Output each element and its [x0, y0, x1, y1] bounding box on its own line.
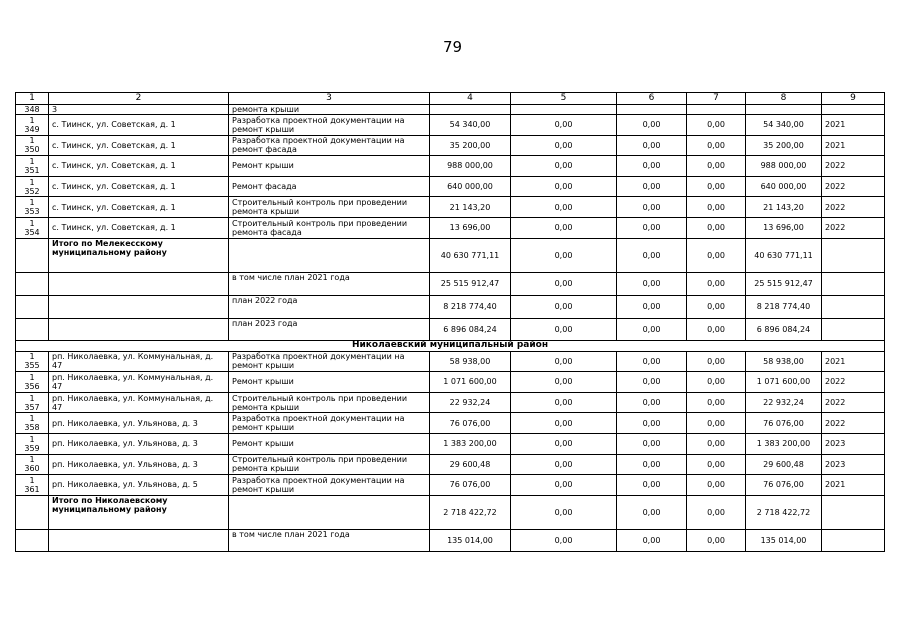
total-cost-cell: 76 076,00: [430, 475, 511, 496]
plan-label: план 2023 года: [229, 318, 430, 340]
year-cell: 2022: [822, 372, 885, 393]
cost-col5-cell: 0,00: [511, 372, 617, 393]
cost-col7-cell: 0,00: [687, 272, 746, 295]
total-cost-cell: [430, 105, 511, 115]
cost-col5-cell: 0,00: [511, 176, 617, 197]
address-cell: с. Тиинск, ул. Советская, д. 1: [49, 156, 229, 177]
plan-label: в том числе план 2021 года: [229, 272, 430, 295]
cost-col6-cell: 0,00: [617, 433, 687, 454]
subtotal-label: [49, 318, 229, 340]
cost-col5-cell: 0,00: [511, 454, 617, 475]
cost-col8-cell: 988 000,00: [746, 156, 822, 177]
cost-col7-cell: 0,00: [687, 454, 746, 475]
empty-cell: [16, 495, 49, 529]
cost-col8-cell: 76 076,00: [746, 413, 822, 434]
year-cell: 2021: [822, 351, 885, 372]
cost-col7-cell: 0,00: [687, 217, 746, 238]
work-type-cell: Разработка проектной документации на ремонт фасада: [229, 135, 430, 156]
work-type-cell: Разработка проектной документации на ремонт крыши: [229, 115, 430, 136]
column-header: 2: [49, 93, 229, 105]
cost-col7-cell: 0,00: [687, 238, 746, 272]
column-header: 5: [511, 93, 617, 105]
total-cost-cell: 25 515 912,47: [430, 272, 511, 295]
work-type-cell: Строительный контроль при проведении ремонта крыши: [229, 454, 430, 475]
work-type-cell: Строительный контроль при проведении ремонта фасада: [229, 217, 430, 238]
subtotal-label: [49, 529, 229, 551]
cost-col6-cell: [617, 105, 687, 115]
empty-cell: [822, 238, 885, 272]
cost-col6-cell: 0,00: [617, 176, 687, 197]
subtotal-label: [49, 295, 229, 318]
table-row: [16, 176, 885, 197]
total-cost-cell: 40 630 771,11: [430, 238, 511, 272]
plan-label: [229, 495, 430, 529]
year-cell: 2022: [822, 413, 885, 434]
row-number: 1 353: [16, 197, 49, 218]
cost-col8-cell: 54 340,00: [746, 115, 822, 136]
total-cost-cell: 135 014,00: [430, 529, 511, 551]
cost-col7-cell: 0,00: [687, 197, 746, 218]
cost-col8-cell: 1 071 600,00: [746, 372, 822, 393]
empty-cell: [16, 318, 49, 340]
cost-col7-cell: 0,00: [687, 475, 746, 496]
row-number: 1 356: [16, 372, 49, 393]
cost-col6-cell: 0,00: [617, 272, 687, 295]
empty-cell: [822, 272, 885, 295]
cost-col6-cell: 0,00: [617, 392, 687, 413]
table-row: [16, 217, 885, 238]
cost-col5-cell: 0,00: [511, 135, 617, 156]
plan-row: [16, 529, 885, 551]
total-cost-cell: 21 143,20: [430, 197, 511, 218]
cost-col5-cell: 0,00: [511, 272, 617, 295]
cost-col6-cell: 0,00: [617, 413, 687, 434]
plan-row: [16, 295, 885, 318]
cost-col8-cell: 6 896 084,24: [746, 318, 822, 340]
cost-col6-cell: 0,00: [617, 197, 687, 218]
empty-cell: [16, 272, 49, 295]
empty-cell: [16, 238, 49, 272]
cost-col8-cell: 8 218 774,40: [746, 295, 822, 318]
cost-col8-cell: 25 515 912,47: [746, 272, 822, 295]
year-cell: 2021: [822, 115, 885, 136]
empty-cell: [822, 318, 885, 340]
address-cell: с. Тиинск, ул. Советская, д. 1: [49, 217, 229, 238]
cost-col8-cell: 58 938,00: [746, 351, 822, 372]
column-header: 9: [822, 93, 885, 105]
address-cell: 3: [49, 105, 229, 115]
cost-col5-cell: 0,00: [511, 295, 617, 318]
cost-col5-cell: 0,00: [511, 217, 617, 238]
cost-col5-cell: 0,00: [511, 413, 617, 434]
table-row: [16, 372, 885, 393]
cost-col7-cell: 0,00: [687, 156, 746, 177]
cost-col5-cell: 0,00: [511, 197, 617, 218]
address-cell: рп. Николаевка, ул. Ульянова, д. 3: [49, 454, 229, 475]
empty-cell: [16, 529, 49, 551]
empty-cell: [822, 529, 885, 551]
cost-col6-cell: 0,00: [617, 351, 687, 372]
total-cost-cell: 1 071 600,00: [430, 372, 511, 393]
cost-col6-cell: 0,00: [617, 454, 687, 475]
row-number: 1 361: [16, 475, 49, 496]
total-cost-cell: 35 200,00: [430, 135, 511, 156]
address-cell: рп. Николаевка, ул. Коммунальная, д. 47: [49, 392, 229, 413]
cost-col8-cell: 640 000,00: [746, 176, 822, 197]
year-cell: 2022: [822, 176, 885, 197]
total-cost-cell: 988 000,00: [430, 156, 511, 177]
cost-col8-cell: 40 630 771,11: [746, 238, 822, 272]
cost-col5-cell: 0,00: [511, 475, 617, 496]
cost-col6-cell: 0,00: [617, 529, 687, 551]
work-type-cell: Строительный контроль при проведении ремонта крыши: [229, 197, 430, 218]
plan-label: план 2022 года: [229, 295, 430, 318]
year-cell: 2023: [822, 433, 885, 454]
table-row: [16, 105, 885, 115]
cost-col7-cell: 0,00: [687, 433, 746, 454]
cost-col8-cell: 1 383 200,00: [746, 433, 822, 454]
total-cost-cell: 29 600,48: [430, 454, 511, 475]
cost-col5-cell: [511, 105, 617, 115]
cost-col7-cell: 0,00: [687, 135, 746, 156]
total-cost-cell: 640 000,00: [430, 176, 511, 197]
plan-row: [16, 318, 885, 340]
table-row: [16, 475, 885, 496]
cost-col8-cell: [746, 105, 822, 115]
cost-col7-cell: 0,00: [687, 392, 746, 413]
cost-col5-cell: 0,00: [511, 529, 617, 551]
plan-label: в том числе план 2021 года: [229, 529, 430, 551]
address-cell: рп. Николаевка, ул. Коммунальная, д. 47: [49, 372, 229, 393]
cost-col6-cell: 0,00: [617, 156, 687, 177]
cost-col5-cell: 0,00: [511, 495, 617, 529]
row-number: 1 357: [16, 392, 49, 413]
empty-cell: [822, 495, 885, 529]
cost-col7-cell: 0,00: [687, 115, 746, 136]
cost-col7-cell: 0,00: [687, 295, 746, 318]
column-header: 7: [687, 93, 746, 105]
plan-label: [229, 238, 430, 272]
work-type-cell: Разработка проектной документации на ремонт крыши: [229, 351, 430, 372]
total-cost-cell: 8 218 774,40: [430, 295, 511, 318]
column-header: 4: [430, 93, 511, 105]
table-row: [16, 392, 885, 413]
table-row: [16, 351, 885, 372]
plan-row: [16, 272, 885, 295]
cost-col8-cell: 35 200,00: [746, 135, 822, 156]
year-cell: 2022: [822, 197, 885, 218]
total-cost-cell: 6 896 084,24: [430, 318, 511, 340]
cost-col5-cell: 0,00: [511, 115, 617, 136]
column-header: 8: [746, 93, 822, 105]
cost-col5-cell: 0,00: [511, 433, 617, 454]
year-cell: 2022: [822, 217, 885, 238]
work-type-cell: Разработка проектной документации на ремонт крыши: [229, 475, 430, 496]
address-cell: рп. Николаевка, ул. Ульянова, д. 5: [49, 475, 229, 496]
subtotal-row: [16, 495, 885, 529]
total-cost-cell: 58 938,00: [430, 351, 511, 372]
year-cell: 2022: [822, 156, 885, 177]
cost-col8-cell: 22 932,24: [746, 392, 822, 413]
empty-cell: [16, 295, 49, 318]
cost-col6-cell: 0,00: [617, 238, 687, 272]
row-number: 1 359: [16, 433, 49, 454]
cost-col5-cell: 0,00: [511, 392, 617, 413]
row-number: 1 351: [16, 156, 49, 177]
year-cell: 2021: [822, 135, 885, 156]
section-title: Николаевский муниципальный район: [16, 340, 885, 351]
table-row: [16, 156, 885, 177]
cost-col8-cell: 2 718 422,72: [746, 495, 822, 529]
work-type-cell: Ремонт фасада: [229, 176, 430, 197]
total-cost-cell: 2 718 422,72: [430, 495, 511, 529]
program-table: [15, 92, 885, 552]
cost-col7-cell: 0,00: [687, 351, 746, 372]
year-cell: 2023: [822, 454, 885, 475]
cost-col5-cell: 0,00: [511, 156, 617, 177]
row-number: 1 354: [16, 217, 49, 238]
subtotal-row: [16, 238, 885, 272]
year-cell: 2022: [822, 392, 885, 413]
cost-col7-cell: [687, 105, 746, 115]
row-number: 1 350: [16, 135, 49, 156]
cost-col7-cell: 0,00: [687, 318, 746, 340]
address-cell: с. Тиинск, ул. Советская, д. 1: [49, 197, 229, 218]
work-type-cell: Разработка проектной документации на ремонт крыши: [229, 413, 430, 434]
header-row: [16, 93, 885, 105]
cost-col5-cell: 0,00: [511, 318, 617, 340]
table-row: [16, 197, 885, 218]
cost-col5-cell: 0,00: [511, 238, 617, 272]
address-cell: рп. Николаевка, ул. Коммунальная, д. 47: [49, 351, 229, 372]
row-number: 1 349: [16, 115, 49, 136]
subtotal-label: Итого по Мелекесскому муниципальному району: [49, 238, 229, 272]
cost-col8-cell: 13 696,00: [746, 217, 822, 238]
cost-col7-cell: 0,00: [687, 495, 746, 529]
total-cost-cell: 22 932,24: [430, 392, 511, 413]
work-type-cell: Ремонт крыши: [229, 372, 430, 393]
empty-cell: [822, 295, 885, 318]
cost-col8-cell: 21 143,20: [746, 197, 822, 218]
year-cell: 2021: [822, 475, 885, 496]
cost-col8-cell: 29 600,48: [746, 454, 822, 475]
cost-col7-cell: 0,00: [687, 413, 746, 434]
total-cost-cell: 1 383 200,00: [430, 433, 511, 454]
cost-col6-cell: 0,00: [617, 135, 687, 156]
address-cell: рп. Николаевка, ул. Ульянова, д. 3: [49, 433, 229, 454]
cost-col7-cell: 0,00: [687, 372, 746, 393]
cost-col7-cell: 0,00: [687, 176, 746, 197]
address-cell: с. Тиинск, ул. Советская, д. 1: [49, 115, 229, 136]
row-number: 1 352: [16, 176, 49, 197]
table-row: [16, 115, 885, 136]
total-cost-cell: 13 696,00: [430, 217, 511, 238]
address-cell: с. Тиинск, ул. Советская, д. 1: [49, 135, 229, 156]
cost-col6-cell: 0,00: [617, 372, 687, 393]
column-header: 1: [16, 93, 49, 105]
row-number: 1 358: [16, 413, 49, 434]
section-title-row: [16, 340, 885, 351]
work-type-cell: Ремонт крыши: [229, 433, 430, 454]
column-header: 6: [617, 93, 687, 105]
subtotal-label: [49, 272, 229, 295]
column-header: 3: [229, 93, 430, 105]
cost-col6-cell: 0,00: [617, 475, 687, 496]
cost-col7-cell: 0,00: [687, 529, 746, 551]
address-cell: рп. Николаевка, ул. Ульянова, д. 3: [49, 413, 229, 434]
year-cell: [822, 105, 885, 115]
total-cost-cell: 76 076,00: [430, 413, 511, 434]
work-type-cell: Строительный контроль при проведении ремонта крыши: [229, 392, 430, 413]
table-row: [16, 454, 885, 475]
cost-col6-cell: 0,00: [617, 495, 687, 529]
cost-col6-cell: 0,00: [617, 217, 687, 238]
row-number: 1 360: [16, 454, 49, 475]
subtotal-label: Итого по Николаевскому муниципальному району: [49, 495, 229, 529]
cost-col6-cell: 0,00: [617, 115, 687, 136]
table-row: [16, 433, 885, 454]
cost-col8-cell: 135 014,00: [746, 529, 822, 551]
work-type-cell: ремонта крыши: [229, 105, 430, 115]
table-row: [16, 413, 885, 434]
total-cost-cell: 54 340,00: [430, 115, 511, 136]
page-number: 79: [442, 38, 463, 56]
row-number: 348: [16, 105, 49, 115]
cost-col6-cell: 0,00: [617, 318, 687, 340]
cost-col6-cell: 0,00: [617, 295, 687, 318]
address-cell: с. Тиинск, ул. Советская, д. 1: [49, 176, 229, 197]
table-row: [16, 135, 885, 156]
row-number: 1 355: [16, 351, 49, 372]
cost-col8-cell: 76 076,00: [746, 475, 822, 496]
cost-col5-cell: 0,00: [511, 351, 617, 372]
table-body: [16, 93, 885, 552]
work-type-cell: Ремонт крыши: [229, 156, 430, 177]
